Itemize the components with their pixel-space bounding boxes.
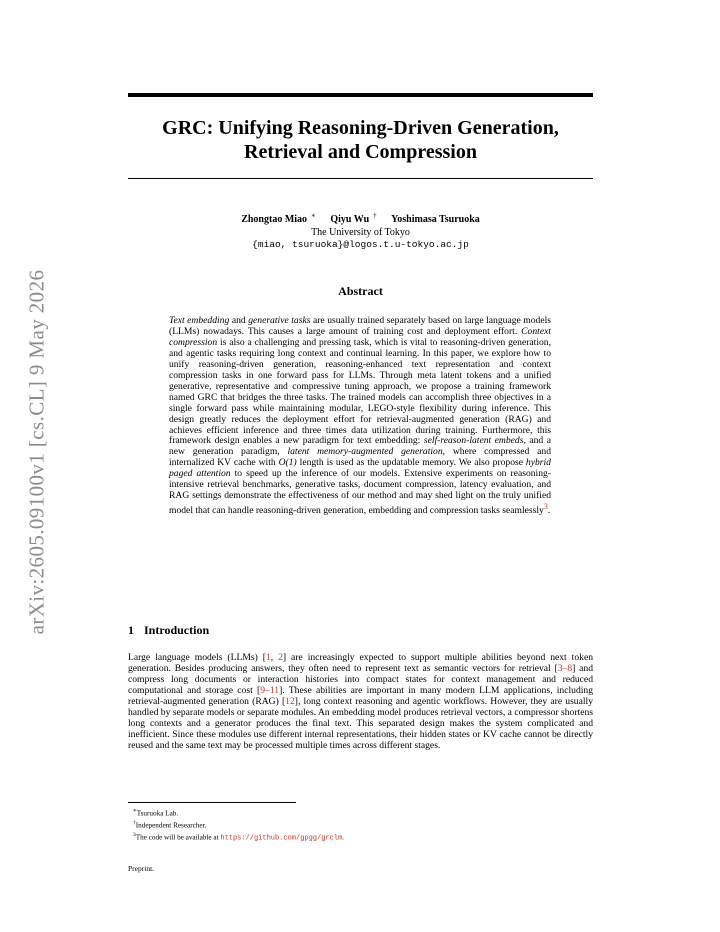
title-line-1: GRC: Unifying Reasoning-Driven Generation, (162, 117, 559, 139)
preprint-label: Preprint. (128, 864, 155, 873)
citation-link[interactable]: 9–11 (260, 684, 280, 696)
affiliation: The University of Tokyo (311, 226, 410, 238)
author-block (128, 210, 593, 252)
author: Yoshimasa Tsuruoka (391, 214, 480, 226)
author-names (128, 210, 593, 227)
code-url-link[interactable]: https://github.com/gpgg/grclm (220, 833, 343, 842)
footnote: ∗Tsuruoka Lab. (133, 808, 179, 818)
citation-link[interactable]: 3–8 (557, 662, 573, 674)
footnotes (133, 807, 593, 843)
footnote-rule (128, 802, 296, 803)
abstract-heading: Abstract (338, 284, 383, 298)
section-heading-introduction: 1 Introduction (128, 623, 210, 637)
abstract-body: Text embedding and generative tasks are usually trained separately based on large language models (LLMs) nowadays. This causes a large amount of training cost and deployment effort. Context compression is also a challenging and pressing task, which is vital to reasoning-driven generation, and agentic tasks requiring long context and continual learning. In this paper, we explore how to unify reasoning-driven generation, reasoning-enhanced text representation and context compression tasks in one forward pass for LLMs. Through meta latent tokens and a unified generative, representative and compressive tuning approach, we propose a training framework named GRC that bridges the three tasks. The trained models can accomplish three objectives in a single forward pass while maintaining modular, LEGO-style flexibility during inference. This design greatly reduces the deployment effort for retrieval-augmented generation (RAG) and achieves efficient inference and three times data utilization during training. Furthermore, this framework design enables a new paradigm for text embedding: self-reason-latent embeds, and a new generation paradigm, latent memory-augmented generation, where compressed and internalized KV cache with O(1) length is used as the updatable memory. We also propose hybrid paged attention to speed up the inference of our models. Extensive experiments on reasoning-intensive retrieval benchmarks, generative tasks, document compression, latency evaluation, and RAG settings demonstrate the effectiveness of our method and may shed light on the truly unified model that can handle reasoning-driven generation, embedding and compression tasks seamlessly$^3$. (169, 315, 552, 517)
citation-link[interactable]: 12 (285, 695, 295, 707)
footnote: $^3$The code will be available at https://github.com/gpgg/grclm. (133, 831, 344, 842)
footnote-ref-link[interactable]: 3 (543, 502, 548, 512)
title-line-2: Retrieval and Compression (244, 141, 477, 163)
title-top-rule (128, 93, 593, 97)
citation-link[interactable]: 1 (265, 652, 271, 663)
paper-title (128, 116, 593, 164)
author-email: {miao, tsuruoka}@logos.t.u-tokyo.ac.jp (252, 239, 469, 251)
author: Qiyu Wu † (330, 212, 377, 226)
footnote: †Independent Researcher. (133, 819, 207, 830)
arxiv-id-sidebar: arXiv:2605.09100v1 [cs.CL] 9 May 2026 (24, 269, 49, 635)
citation-link[interactable]: 2 (278, 652, 283, 663)
introduction-body: Large language models (LLMs) [1, 2] are increasingly expected to support multiple abilities beyond next token generation. Besides producing answers, they often need to represent text as semantic vectors for retrieval [3–8] and compress long documents or interaction histories into compact states for context management and reduced computational and storage cost [9–11]. These abilities are important in many modern LLM applications, including retrieval-augmented generation (RAG) [12], long context reasoning and agentic workflows. However, they are usually handled by separate models or separate modules. An embedding model produces retrieval vectors, a compressor shortens long contexts and a generator produces the final text. This separated design makes the system complicated and inefficient. Since these modules use different internal representations, their hidden states or KV cache cannot be directly reused and the same text may be processed multiple times across different stages. (128, 652, 594, 751)
title-bottom-rule (128, 178, 593, 179)
author: Zhongtao Miao ∗ (241, 212, 316, 226)
